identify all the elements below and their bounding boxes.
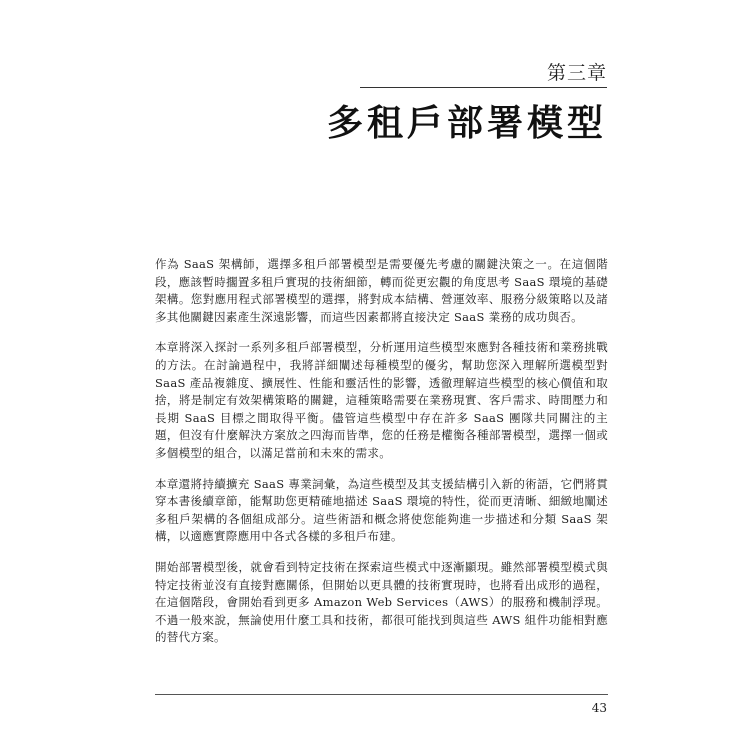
chapter-title: 多租戶部署模型	[326, 103, 607, 144]
chapter-label: 第三章	[546, 62, 607, 84]
paragraph-2: 本章將深入探討一系列多租戶部署模型，分析運用這些模型來應對各種技術和業務挑戰的方法。在討論過程中，我將詳細闡述每種模型的優劣，幫助您深入理解所選模型對 SaaS 產品複雜度、擴展性、性能和靈活性的影響，透徹理解這些模型的核心價值和取捨，將是制定有效架構策略的關鍵，這種策略需要在業務現實、客戶需求、時間壓力和長期 SaaS 目標之間取得平衡。儘管這些模型中存在許多 SaaS 團隊共同關注的主題，但沒有什麼解決方案放之四海而皆準，您的任務是權衡各種部署模型，選擇一個或多個模型的組合，以滿足當前和未來的需求。	[155, 340, 608, 460]
page-number: 43	[591, 701, 607, 715]
paragraph-3: 本章還將持續擴充 SaaS 專業詞彙，為這些模型及其支援結構引入新的術語，它們將貫穿本書後續章節，能幫助您更精確地描述 SaaS 環境的特性，從而更清晰、細緻地闡述多租戶架構的各個組成部分。這些術語和概念將使您能夠進一步描述和分類 SaaS 架構，以適應實際應用中各式各樣的多租戶布建。	[155, 476, 608, 544]
paragraph-4: 開始部署模型後，就會看到特定技術在探索這些模式中逐漸顯現。雖然部署模型模式與特定技術並沒有直接對應關係，但開始以更具體的技術實現時，也將看出成形的過程，在這個階段，會開始看到更多 Amazon Web Services（AWS）的服務和機制浮現。不過一般來說，無論使用什麼工具和技術，都很可能找到與這些 AWS 組件功能相對應的替代方案。	[155, 559, 608, 645]
chapter-rule	[360, 87, 607, 88]
body-text	[155, 256, 608, 660]
paragraph-1: 作為 SaaS 架構師，選擇多租戶部署模型是需要優先考慮的關鍵決策之一。在這個階段，應該暫時擱置多租戶實現的技術細節，轉而從更宏觀的角度思考 SaaS 環境的基礎架構。您對應用程式部署模型的選擇，將對成本結構、營運效率、服務分級策略以及諸多其他關鍵因素產生深遠影響，而這些因素都將直接決定 SaaS 業務的成功與否。	[155, 257, 608, 324]
footer-rule	[155, 694, 608, 695]
